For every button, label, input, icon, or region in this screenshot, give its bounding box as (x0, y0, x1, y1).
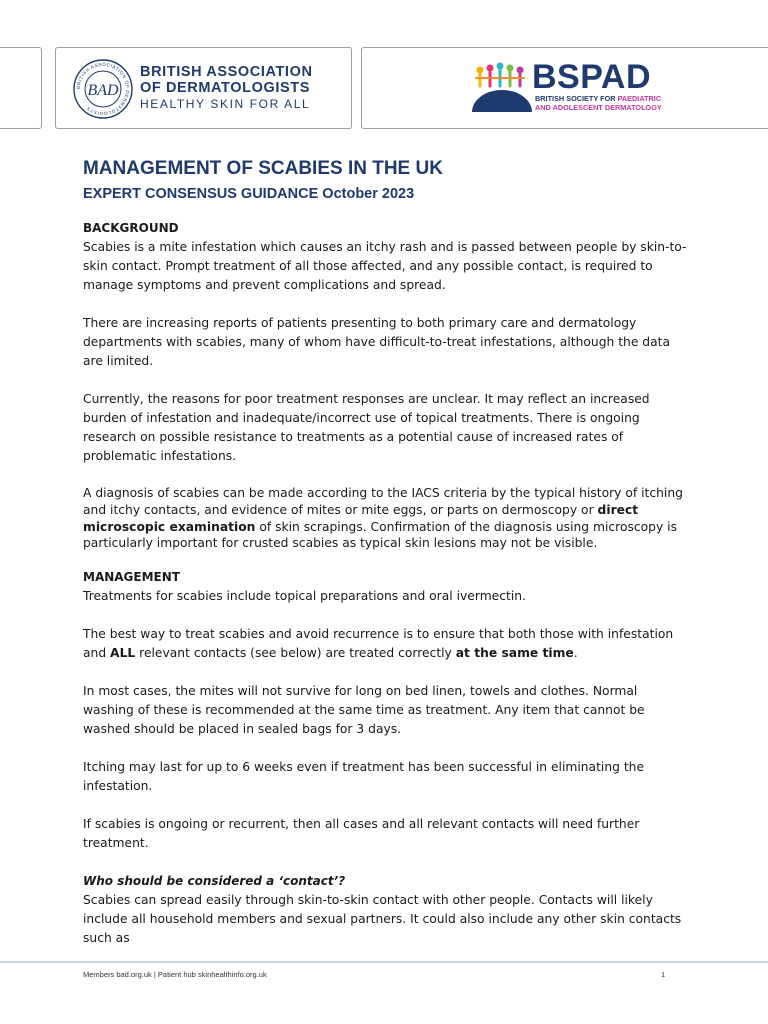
management-paragraph-5: If scabies is ongoing or recurrent, then all cases and all relevant contacts will need further treatment. (83, 817, 640, 851)
bad-name-line1: BRITISH ASSOCIATION (140, 64, 313, 80)
management-paragraph-4: Itching may last for up to 6 weeks even if treatment has been successful in eliminating the infestation. (83, 760, 645, 794)
page-number: 1 (661, 970, 666, 979)
background-paragraph-4: A diagnosis of scabies can be made according to the IACS criteria by the typical history of itching and itchy contacts, and evidence of mites or mite eggs, or parts on dermoscopy or direct microscopic examination of skin scrapings. Confirmation of the diagnosis using microscopy is particularly important for crusted scabies as typical skin lesions may not be visible. (83, 486, 683, 551)
management-paragraph-3: In most cases, the mites will not survive for long on bed linen, towels and clothes. Normal washing of these is recommended at the same time as treatment. Any item that cannot be washed should be placed in sealed bags for 3 days. (83, 684, 645, 737)
bspad-wordmark (532, 60, 662, 112)
background-paragraph-1: Scabies is a mite infestation which causes an itchy rash and is passed between people by skin-to-skin contact. Prompt treatment of all those affected, and any possible contact, is required to manage symptoms and prevent complications and spread. (83, 240, 687, 292)
page-subtitle: EXPERT CONSENSUS GUIDANCE October 2023 (83, 186, 415, 202)
management-heading: MANAGEMENT (83, 570, 180, 585)
bad-tagline: HEALTHY SKIN FOR ALL (140, 97, 311, 111)
background-heading: BACKGROUND (83, 221, 179, 235)
management-paragraph-1: Treatments for scabies include topical preparations and oral ivermectin. (83, 589, 526, 604)
bspad-children-icon (470, 62, 534, 112)
bspad-name: BSPAD (532, 58, 651, 96)
document-body (83, 156, 687, 948)
management-paragraph-2: The best way to treat scabies and avoid recurrence is to ensure that both those with infestation and ALL relevant contacts (see below) are treated correctly at the same time. (83, 627, 674, 661)
background-paragraph-3: Currently, the reasons for poor treatment responses are unclear. It may reflect an increased burden of infestation and inadequate/incorrect use of topical treatments. There is ongoing research on possible resistance to treatments as a potential cause of increased rates of problematic infestations. (83, 392, 650, 463)
bad-seal-icon (72, 58, 134, 120)
footer-links: Members bad.org.uk | Patient hub skinhealthinfo.org.uk (83, 970, 267, 979)
bspad-logo-panel (361, 47, 768, 129)
svg-text:BRITISH ASSOCIATION OF DERMATO: BRITISH ASSOCIATION OF DERMATOLOGISTS (75, 61, 131, 117)
bad-name-line2: OF DERMATOLOGISTS (140, 80, 310, 96)
bad-wordmark (140, 64, 313, 112)
footer-divider (0, 961, 768, 963)
background-paragraph-2: There are increasing reports of patients presenting to both primary care and dermatology departments with scabies, many of whom have difficult-to-treat infestations, although the data are limited. (83, 316, 670, 368)
management-paragraph-6: Scabies can spread easily through skin-to-skin contact with other people. Contacts will likely include all household members and sexual partners. It could also include any other skin contacts such as (83, 893, 682, 946)
bad-logo-panel (55, 47, 352, 129)
page-title: MANAGEMENT OF SCABIES IN THE UK (83, 158, 443, 179)
header-left-panel (0, 47, 42, 129)
bspad-subtitle: BRITISH SOCIETY FOR PAEDIATRIC AND ADOLESCENT DERMATOLOGY (535, 94, 662, 112)
svg-text:BAD: BAD (87, 82, 119, 99)
contact-subheading: Who should be considered a ‘contact’? (83, 874, 346, 889)
